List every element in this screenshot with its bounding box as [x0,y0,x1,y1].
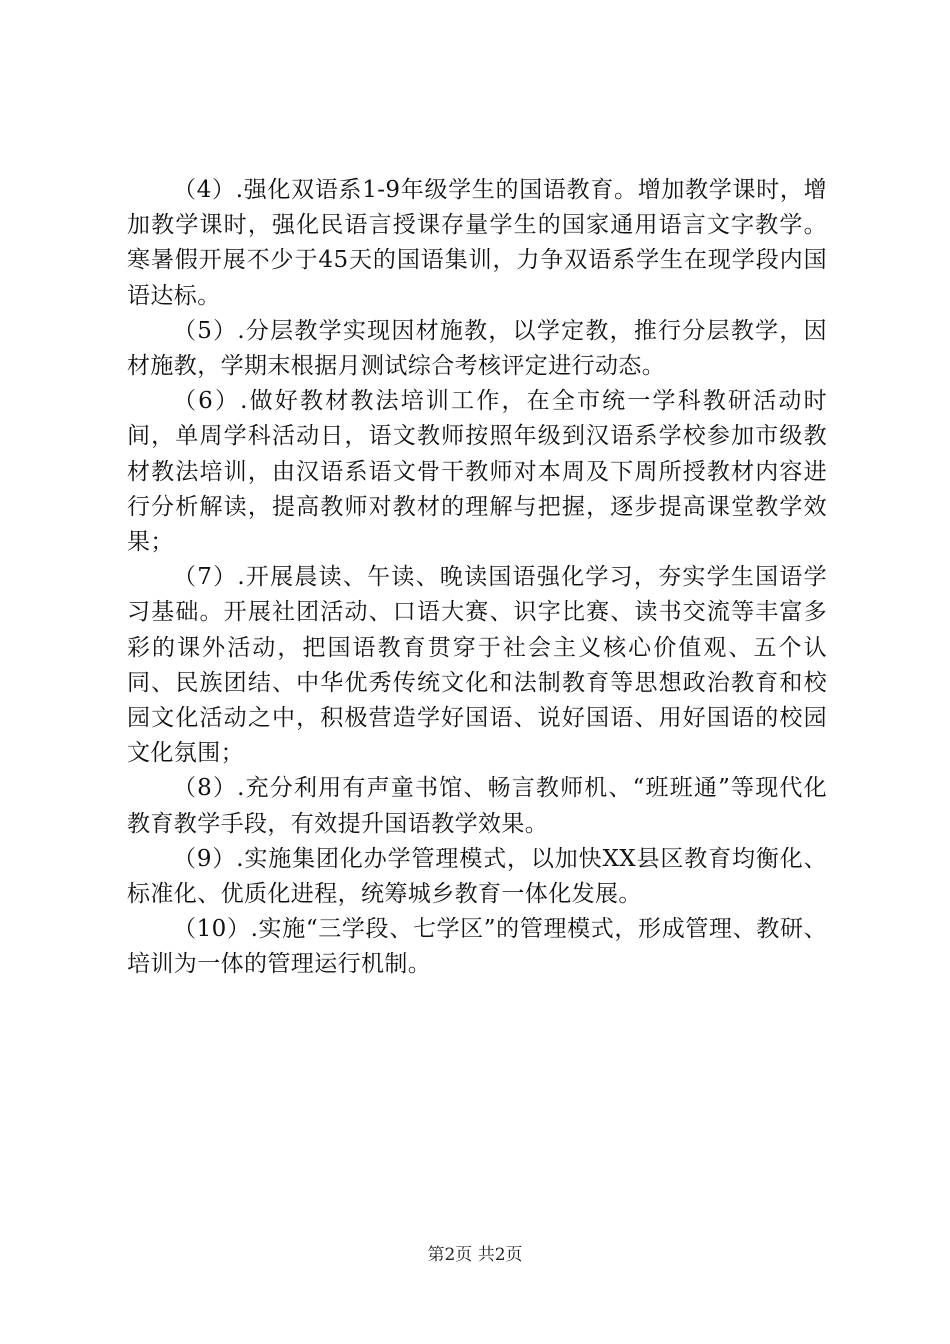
document-body [127,173,827,983]
paragraph-item-6: （6）.做好教材教法培训工作，在全市统一学科教研活动时间，单周学科活动日，语文教师按照年级到汉语系学校参加市级教材教法培训，由汉语系语文骨干教师对本周及下周所授教材内容进行分析解读，提高教师对教材的理解与把握，逐步提高课堂教学效果； [127,388,827,556]
paragraph-item-4: （4）.强化双语系1-9年级学生的国语教育。增加教学课时，增加教学课时，强化民语言授课存量学生的国家通用语言文字教学。寒暑假开展不少于45天的国语集训，力争双语系学生在现学段内国语达标。 [127,177,827,309]
paragraph-item-9: （9）.实施集团化办学管理模式，以加快XX县区教育均衡化、标准化、优质化进程，统筹城乡教育一体化发展。 [127,845,827,908]
paragraph-item-5: （5）.分层教学实现因材施教，以学定教，推行分层教学，因材施教，学期末根据月测试综合考核评定进行动态。 [127,317,827,380]
page-number-footer: 第2页 共2页 [427,1245,523,1265]
paragraph-item-8: （8）.充分利用有声童书馆、畅言教师机、“班班通”等现代化教育教学手段，有效提升国语教学效果。 [127,775,827,837]
paragraph-item-10: （10）.实施“三学段、七学区”的管理模式，形成管理、教研、培训为一体的管理运行机制。 [127,916,827,978]
paragraph-item-7: （7）.开展晨读、午读、晚读国语强化学习，夯实学生国语学习基础。开展社团活动、口语大赛、识字比赛、读书交流等丰富多彩的课外活动，把国语教育贯穿于社会主义核心价值观、五个认同、民族团结、中华优秀传统文化和法制教育等思想政治教育和校园文化活动之中，积极营造学好国语、说好国语、用好国语的校园文化氛围； [127,564,827,767]
